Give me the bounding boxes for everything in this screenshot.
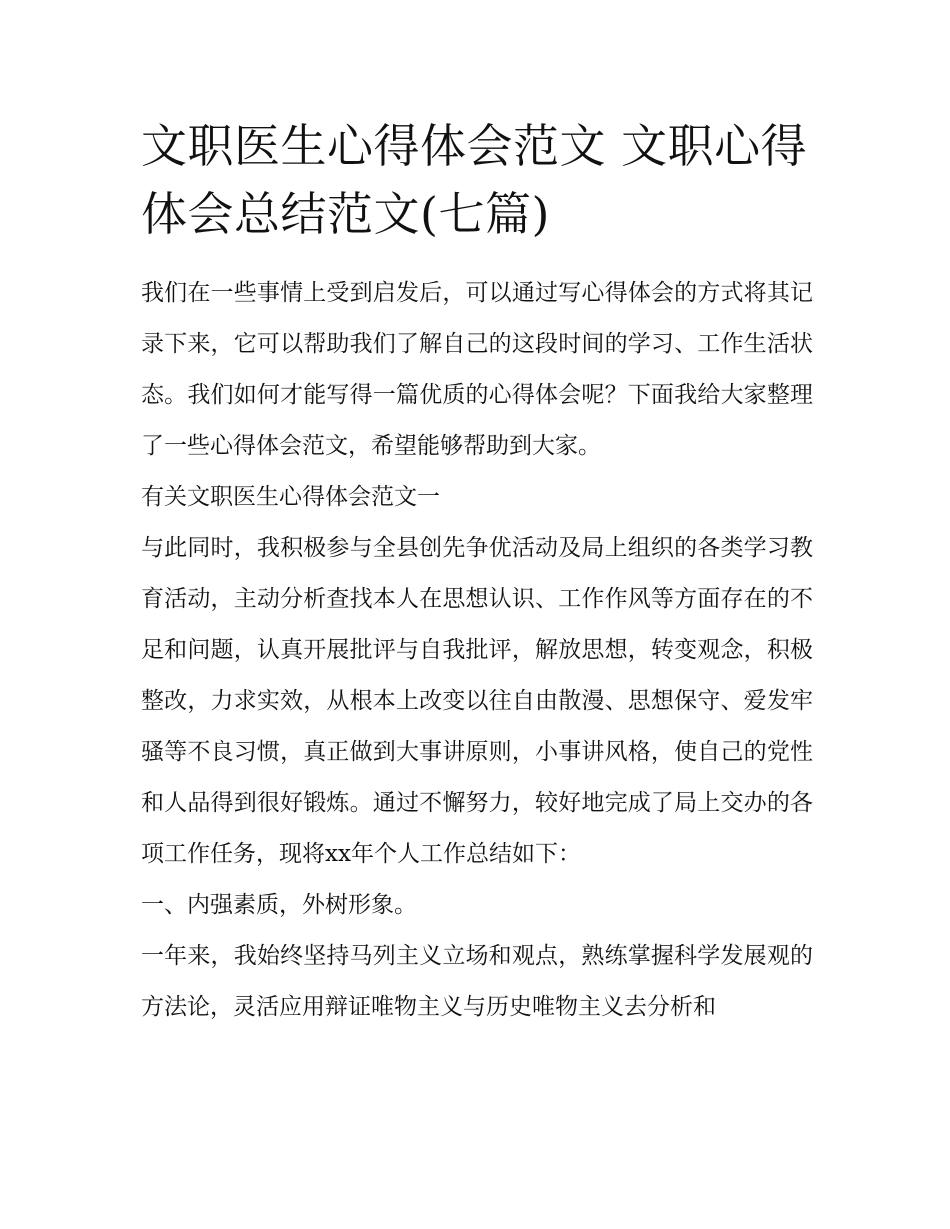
document-body (141, 268, 813, 1033)
body-paragraph-1: 与此同时，我积极参与全县创先争优活动及局上组织的各类学习教育活动，主动分析查找本人在思想认识、工作作风等方面存在的不足和问题，认真开展批评与自我批评，解放思想，转变观念，积极整改，力求实效，从根本上改变以往自由散漫、思想保守、爱发牢骚等不良习惯，真正做到大事讲原则，小事讲风格，使自己的党性和人品得到很好锻炼。通过不懈努力，较好地完成了局上交办的各项工作任务，现将xx年个人工作总结如下： (141, 535, 813, 867)
subheading-1: 一、内强素质，外树形象。 (141, 892, 417, 918)
document-page (141, 112, 813, 1033)
document-title: 文职医生心得体会范文 文职心得体会总结范文(七篇) (141, 119, 808, 241)
section-title: 有关文职医生心得体会范文一 (141, 484, 440, 510)
body-paragraph-2: 一年来，我始终坚持马列主义立场和观点，熟练掌握科学发展观的方法论，灵活应用辩证唯物主义与历史唯物主义去分析和 (141, 943, 813, 1020)
intro-paragraph: 我们在一些事情上受到启发后，可以通过写心得体会的方式将其记录下来，它可以帮助我们了解自己的这段时间的学习、工作生活状态。我们如何才能写得一篇优质的心得体会呢？下面我给大家整理了一些心得体会范文，希望能够帮助到大家。 (141, 280, 813, 459)
